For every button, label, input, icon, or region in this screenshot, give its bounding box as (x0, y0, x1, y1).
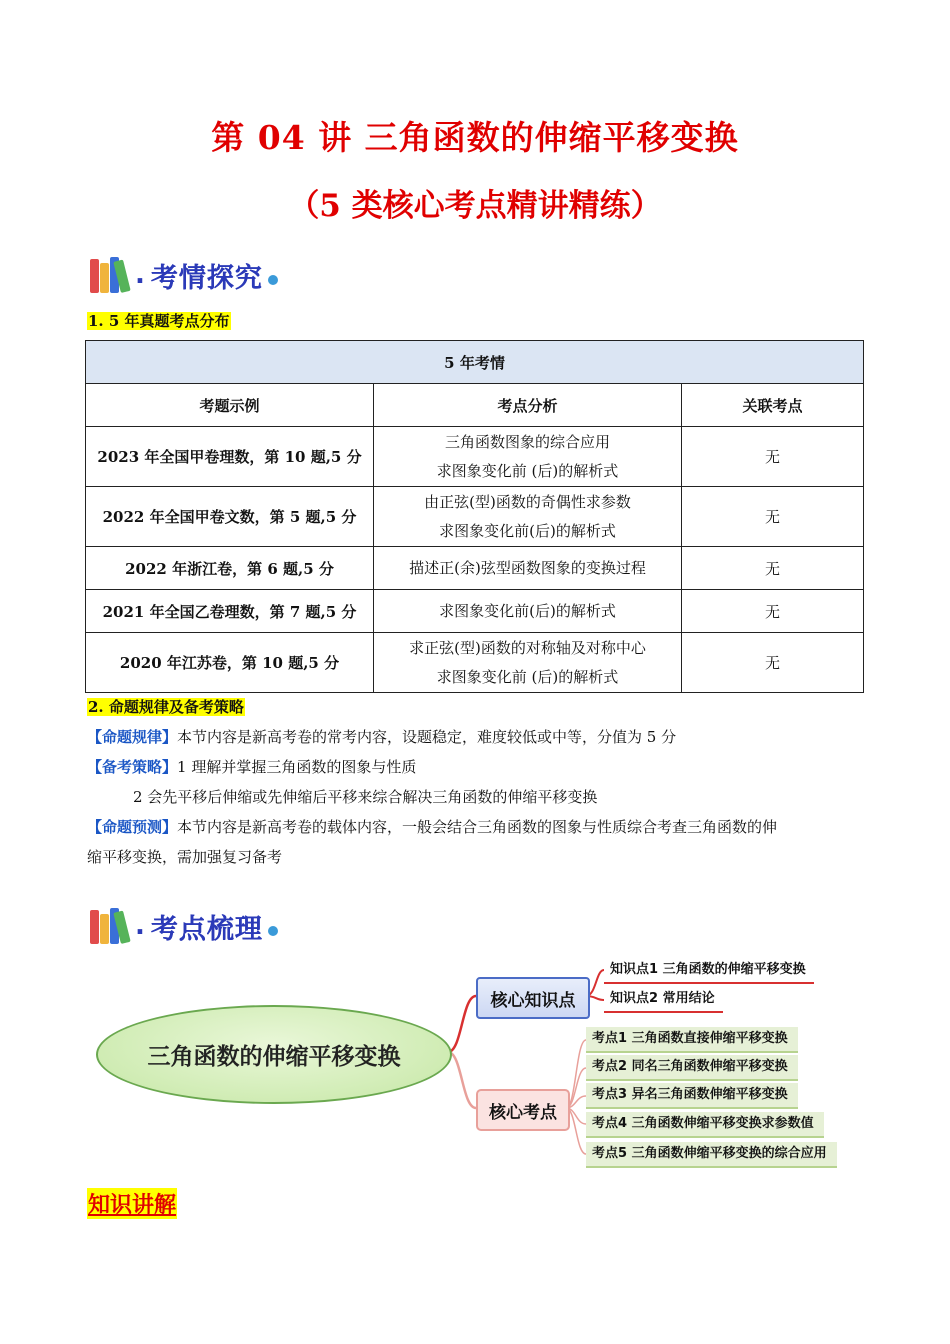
subheading-distribution: 1. 5 年真题考点分布 (88, 312, 230, 330)
knowledge-explanation-heading: 知识讲解 (87, 1188, 177, 1219)
table-cell: 求正弦(型)函数的对称轴及对称中心 求图象变化前 (后)的解析式 (374, 633, 682, 693)
table-cell: 2020 年江苏卷，第 10 题,5 分 (86, 633, 374, 693)
point-item: 考点5 三角函数伸缩平移变换的综合应用 (586, 1142, 837, 1168)
table-row (86, 547, 864, 590)
page-title: 第 04 讲 三角函数的伸缩平移变换 (211, 118, 739, 157)
section-title: 考点梳理 (151, 907, 263, 946)
table-cell: 2022 年全国甲卷文数，第 5 题,5 分 (86, 487, 374, 547)
page-subtitle: （5 类核心考点精讲精练） (288, 188, 662, 224)
column-header: 考题示例 (86, 384, 374, 427)
rule-paragraph: 【命题规律】本节内容是新高考卷的常考内容，设题稳定，难度较低或中等，分值为 5 分 (87, 728, 677, 746)
knowledge-item: 知识点1 三角函数的伸缩平移变换 (604, 958, 814, 984)
table-row (86, 633, 864, 693)
table-cell: 无 (682, 590, 864, 633)
table-row (86, 427, 864, 487)
table-cell: 2021 年全国乙卷理数，第 7 题,5 分 (86, 590, 374, 633)
section-title: 考情探究 (151, 256, 263, 295)
table-cell: 由正弦(型)函数的奇偶性求参数 求图象变化前(后)的解析式 (374, 487, 682, 547)
table-header: 5 年考情 (86, 341, 864, 384)
knowledge-item: 知识点2 常用结论 (604, 987, 723, 1013)
table-cell: 无 (682, 427, 864, 487)
table-row (86, 487, 864, 547)
subheading-strategy: 2. 命题规律及备考策略 (88, 698, 244, 716)
exam-table (85, 340, 864, 693)
prep-paragraph: 【备考策略】1 理解并掌握三角函数的图象与性质 (87, 758, 417, 776)
table-row (86, 590, 864, 633)
predict-paragraph: 【命题预测】本节内容是新高考卷的载体内容，一般会结合三角函数的图象与性质综合考查三角函数的伸 (87, 818, 778, 836)
point-item: 考点1 三角函数直接伸缩平移变换 (586, 1027, 798, 1053)
table-cell: 无 (682, 633, 864, 693)
dot-icon (268, 275, 278, 285)
section-heading-points: . 考点梳理 (88, 906, 278, 946)
point-item: 考点2 同名三角函数伸缩平移变换 (586, 1055, 798, 1081)
mindmap-branch-points: 核心考点 (476, 1089, 570, 1131)
table-cell: 求图象变化前(后)的解析式 (374, 590, 682, 633)
table-cell: 描述正(余)弦型函数图象的变换过程 (374, 547, 682, 590)
point-item: 考点4 三角函数伸缩平移变换求参数值 (586, 1112, 824, 1138)
predict-paragraph-2: 缩平移变换，需加强复习备考 (87, 848, 283, 866)
table-cell: 2023 年全国甲卷理数，第 10 题,5 分 (86, 427, 374, 487)
mindmap-branch-knowledge: 核心知识点 (476, 977, 590, 1019)
section-heading-exam: . 考情探究 (88, 255, 278, 295)
dot-icon (268, 926, 278, 936)
mindmap-center: 三角函数的伸缩平移变换 (96, 1005, 452, 1104)
column-header: 考点分析 (374, 384, 682, 427)
table-cell: 无 (682, 487, 864, 547)
table-cell: 2022 年浙江卷，第 6 题,5 分 (86, 547, 374, 590)
table-cell: 三角函数图象的综合应用 求图象变化前 (后)的解析式 (374, 427, 682, 487)
column-header: 关联考点 (682, 384, 864, 427)
prep-paragraph-2: 2 会先平移后伸缩或先伸缩后平移来综合解决三角函数的伸缩平移变换 (133, 788, 598, 806)
point-item: 考点3 异名三角函数伸缩平移变换 (586, 1083, 798, 1109)
table-cell: 无 (682, 547, 864, 590)
books-icon (88, 255, 134, 295)
